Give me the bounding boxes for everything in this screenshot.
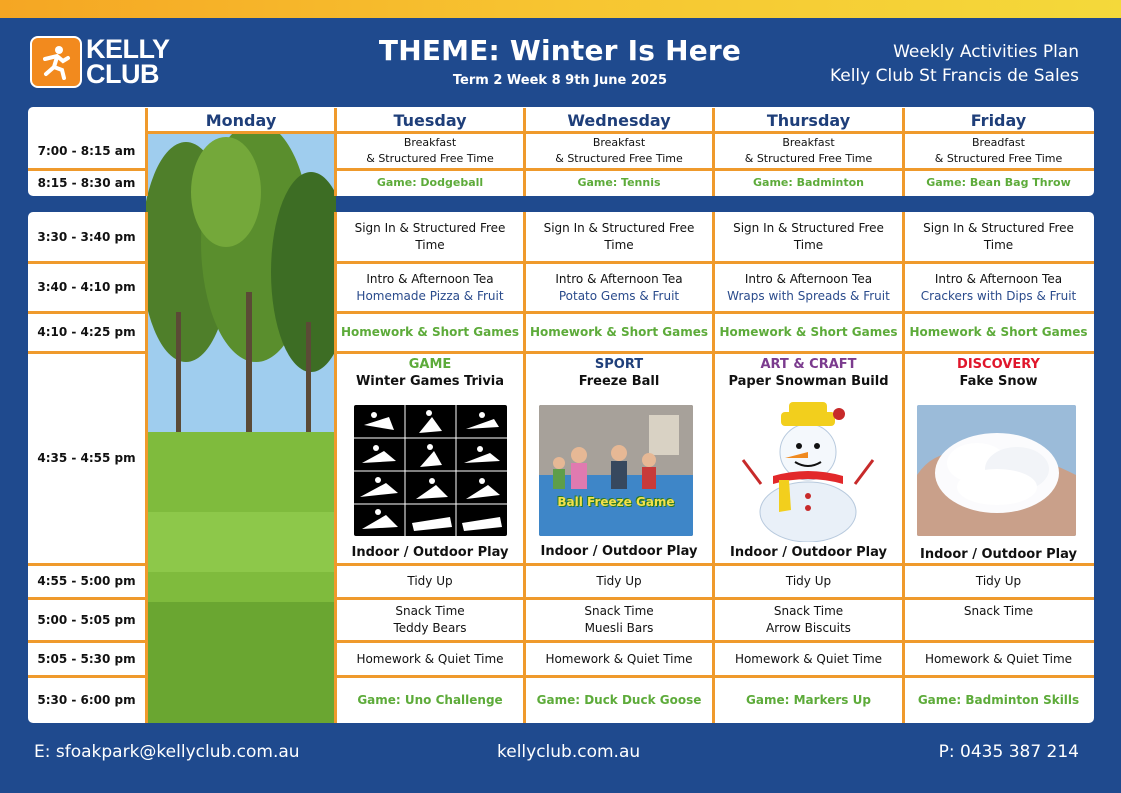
page-title: THEME: Winter Is Here <box>378 34 742 67</box>
activity-title: Freeze Ball <box>578 374 660 389</box>
header-thursday: Thursday <box>766 110 851 130</box>
time-slot: 5:05 - 5:30 pm <box>37 651 136 666</box>
tea-tuesday: Intro & Afternoon Tea Homemade Pizza & Fruit <box>356 271 504 303</box>
time-slot: 4:10 - 4:25 pm <box>37 325 136 339</box>
signin-thursday: Sign In & Structured Free Time <box>733 221 884 252</box>
morning-game-wednesday: Game: Tennis <box>577 176 661 189</box>
club-label: Kelly Club St Francis de Sales <box>829 66 1079 86</box>
quiet-friday: Homework & Quiet Time <box>924 651 1073 666</box>
activity-thursday-header <box>715 354 902 392</box>
time-slot: 3:40 - 4:10 pm <box>37 280 136 294</box>
top-accent-bar <box>0 0 1121 18</box>
activity-category: GAME <box>408 357 452 372</box>
breakfast-friday: Breadfast & Structured Free Time <box>934 136 1063 165</box>
footer-phone: P: 0435 387 214 <box>938 742 1079 762</box>
freeze-ball-photo-image <box>539 405 693 536</box>
morning-game-friday: Game: Bean Bag Throw <box>926 176 1071 189</box>
breakfast-thursday: Breakfast & Structured Free Time <box>744 136 873 165</box>
tidy-tuesday: Tidy Up <box>407 574 453 588</box>
tidy-wednesday: Tidy Up <box>596 574 642 588</box>
evening-game-wednesday: Game: Duck Duck Goose <box>536 692 702 707</box>
tea-wednesday: Intro & Afternoon Tea Potato Gems & Fruit <box>555 271 683 303</box>
quiet-thursday: Homework & Quiet Time <box>734 651 883 666</box>
evening-game-tuesday: Game: Uno Challenge <box>357 692 503 707</box>
logo-line2: CLUB <box>86 59 159 89</box>
activity-wednesday-header <box>526 354 712 392</box>
homework-games-tuesday: Homework & Short Games <box>341 325 519 339</box>
signin-tuesday: Sign In & Structured Free Time <box>354 221 506 252</box>
header-tuesday: Tuesday <box>393 110 467 130</box>
running-figure-icon <box>30 36 82 88</box>
activity-title: Paper Snowman Build <box>728 374 889 389</box>
activity-tuesday-header <box>337 354 523 392</box>
quiet-wednesday: Homework & Quiet Time <box>545 651 693 666</box>
plan-label: Weekly Activities Plan <box>893 42 1079 62</box>
morning-game-tuesday: Game: Dodgeball <box>376 176 484 189</box>
title-block <box>360 34 760 88</box>
time-slot: 5:00 - 5:05 pm <box>37 612 136 627</box>
tea-friday: Intro & Afternoon Tea Crackers with Dips & Fruit <box>920 271 1077 303</box>
time-slot: 7:00 - 8:15 am <box>37 143 136 158</box>
indoor-outdoor-friday: Indoor / Outdoor Play <box>920 547 1077 562</box>
breakfast-tuesday: Breakfast & Structured Free Time <box>366 136 494 165</box>
activity-category: DISCOVERY <box>957 357 1040 372</box>
fake-snow-photo-image <box>917 405 1076 536</box>
tidy-friday: Tidy Up <box>975 574 1022 588</box>
footer-email: E: sfoakpark@kellyclub.com.au <box>34 742 300 762</box>
header-right <box>830 40 1079 88</box>
snowman-image <box>733 400 883 542</box>
signin-friday: Sign In & Structured Free Time <box>923 221 1074 252</box>
activity-category: SPORT <box>594 357 644 372</box>
activity-title: Fake Snow <box>959 374 1038 389</box>
tidy-thursday: Tidy Up <box>785 574 832 588</box>
park-trees-image <box>146 132 336 723</box>
activity-category: ART & CRAFT <box>760 357 857 372</box>
indoor-outdoor-wednesday: Indoor / Outdoor Play <box>540 544 698 559</box>
header-monday: Monday <box>205 110 277 130</box>
evening-game-thursday: Game: Markers Up <box>746 692 871 707</box>
time-slot: 5:30 - 6:00 pm <box>37 692 136 707</box>
header-wednesday: Wednesday <box>567 110 671 130</box>
snack-thursday: Snack Time Arrow Biscuits <box>766 604 851 635</box>
time-slot: 4:35 - 4:55 pm <box>37 451 136 465</box>
homework-games-wednesday: Homework & Short Games <box>530 325 708 339</box>
header-friday: Friday <box>970 110 1027 130</box>
homework-games-friday: Homework & Short Games <box>909 325 1088 339</box>
morning-game-thursday: Game: Badminton <box>753 176 864 189</box>
breakfast-wednesday: Breakfast & Structured Free Time <box>555 136 683 165</box>
snack-wednesday: Snack Time Muesli Bars <box>584 604 654 635</box>
time-slot: 4:55 - 5:00 pm <box>37 574 136 588</box>
snack-friday: Snack Time <box>963 604 1034 618</box>
logo-line1: KELLY <box>86 34 170 64</box>
time-slot: 3:30 - 3:40 pm <box>37 229 136 244</box>
kelly-club-logo <box>30 36 170 88</box>
indoor-outdoor-tuesday: Indoor / Outdoor Play <box>351 545 509 560</box>
footer-website: kellyclub.com.au <box>497 742 641 762</box>
time-slot: 8:15 - 8:30 am <box>37 175 136 190</box>
activity-title: Winter Games Trivia <box>355 374 505 389</box>
indoor-outdoor-thursday: Indoor / Outdoor Play <box>730 545 887 560</box>
homework-games-thursday: Homework & Short Games <box>719 325 898 339</box>
evening-game-friday: Game: Badminton Skills <box>917 692 1080 707</box>
quiet-tuesday: Homework & Quiet Time <box>356 651 504 666</box>
tea-thursday: Intro & Afternoon Tea Wraps with Spreads & Fruit <box>727 271 890 303</box>
winter-sports-pictogram-image <box>354 405 507 536</box>
signin-wednesday: Sign In & Structured Free Time <box>543 221 695 252</box>
page-subtitle: Term 2 Week 8 9th June 2025 <box>452 73 668 88</box>
snack-tuesday: Snack Time Teddy Bears <box>393 604 467 635</box>
activity-friday-header <box>905 354 1092 392</box>
freeze-ball-photo-caption: Ball Freeze Game <box>557 495 675 509</box>
